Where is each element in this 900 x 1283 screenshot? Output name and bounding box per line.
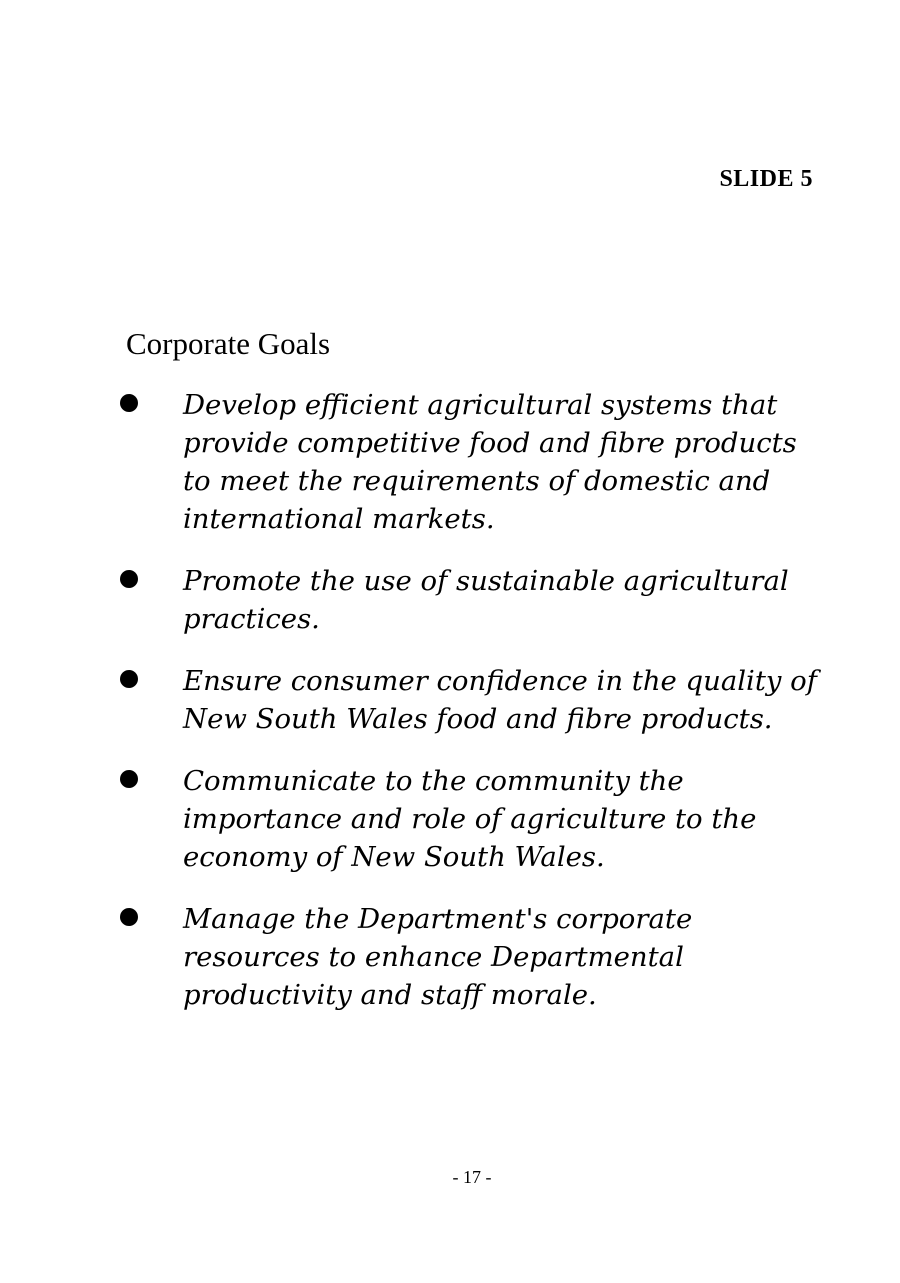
goal-item: [0, 900, 823, 1014]
goal-text: Develop efficient agricultural systems that provide competitive food and fibre products to meet the requirements of domestic and international markets.: [183, 389, 797, 535]
goal-text: Promote the use of sustainable agricultural practices.: [183, 565, 789, 635]
page-number: - 17 -: [452, 1167, 492, 1187]
slide-label: SLIDE 5: [719, 166, 813, 192]
goal-text: Manage the Department's corporate resources to enhance Departmental productivity and staff morale.: [183, 903, 693, 1011]
bullet-icon: [120, 394, 138, 412]
bullet-icon: [120, 908, 138, 926]
goal-item: [0, 662, 823, 738]
goal-text: Ensure consumer confidence in the quality of New South Wales food and fibre products.: [183, 665, 817, 735]
bullet-icon: [120, 670, 138, 688]
goal-text: Communicate to the community the importance and role of agriculture to the economy of New South Wales.: [183, 765, 757, 873]
goals-list: [0, 386, 900, 1038]
bullet-icon: [120, 570, 138, 588]
goal-item: [0, 562, 823, 638]
bullet-icon: [120, 770, 138, 788]
section-heading: Corporate Goals: [126, 326, 331, 361]
goal-item: [0, 762, 823, 876]
goal-item: [0, 386, 823, 538]
